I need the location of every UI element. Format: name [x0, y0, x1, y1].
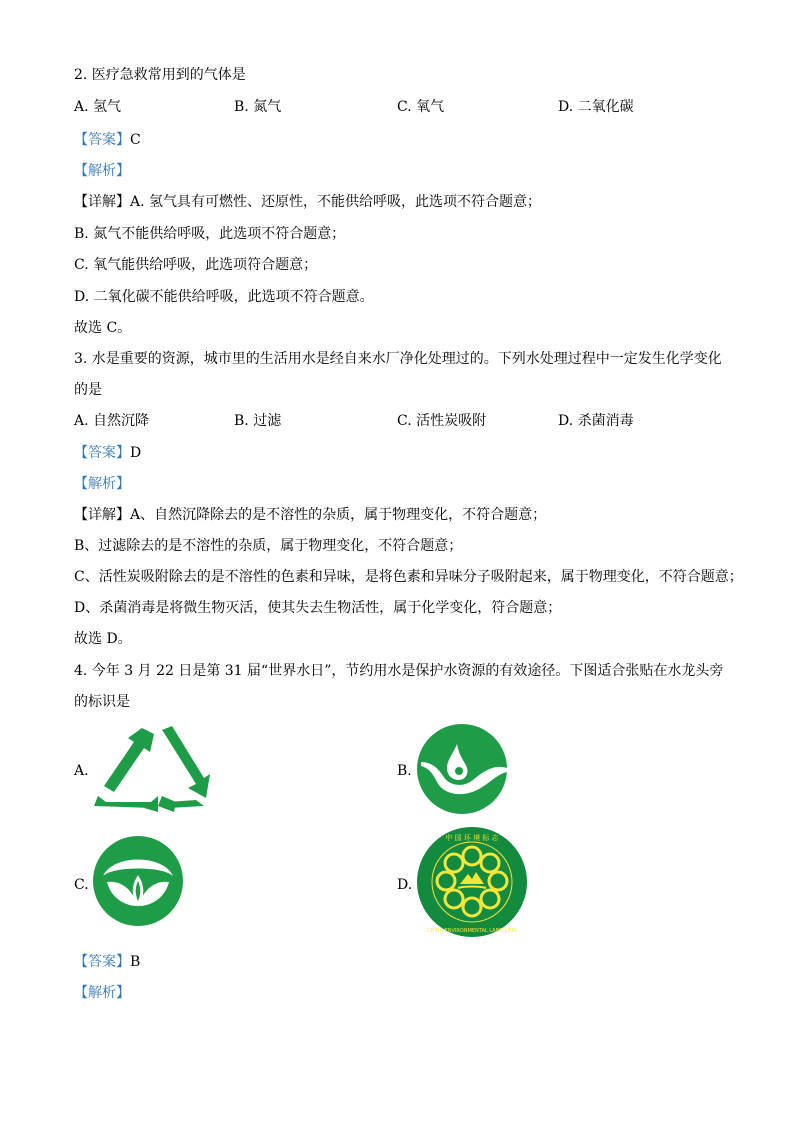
q3-analysis-tag: 【解析】: [74, 476, 130, 492]
q2-answer: [74, 131, 141, 149]
logo-d-text-top: 中 国 环 境 标 志: [445, 834, 499, 842]
q4-option-d-label: D.: [397, 877, 413, 893]
recycling-arrows-icon: [92, 724, 210, 812]
q2-conclusion: 故选 C。: [74, 320, 132, 336]
q3-detail-3: C、活性炭吸附除去的是不溶性的色素和异味，是将色素和异味分子吸附起来，属于物理变化，不符合题意；: [74, 569, 743, 585]
q2-stem: 2. 医疗急救常用到的气体是: [74, 67, 246, 83]
q2-detail-2: B. 氮气不能供给呼吸，此选项不符合题意；: [74, 226, 346, 242]
q2-detail-1: [74, 193, 541, 211]
q3-detail-1: [74, 506, 546, 524]
detail-tag: 【详解】: [74, 194, 130, 210]
q2-analysis-tag: 【解析】: [74, 163, 130, 179]
answer-tag: 【答案】: [74, 445, 130, 461]
q2-detail-3: C. 氧气能供给呼吸，此选项符合题意；: [74, 257, 318, 273]
q3-detail-4: D、杀菌消毒是将微生物灭活，使其失去生物活性，属于化学变化，符合题意；: [74, 600, 562, 616]
q2-option-c: C. 氧气: [397, 99, 445, 115]
q4-stem-line2: 的标识是: [74, 694, 130, 710]
q2-option-b: B. 氮气: [234, 99, 282, 115]
q3-option-c: C. 活性炭吸附: [397, 413, 487, 429]
answer-tag: 【答案】: [74, 132, 130, 148]
q4-option-c-label: C.: [74, 877, 89, 893]
q4-stem-line1: 4. 今年 3 月 22 日是第 31 届“世界水日”，节约用水是保护水资源的有效途径。下图适合张贴在水龙头旁: [74, 663, 724, 679]
q4-option-a-label: A.: [74, 763, 89, 779]
q2-option-d: D. 二氧化碳: [558, 99, 634, 115]
answer-value: C: [130, 132, 141, 148]
q3-option-d: D. 杀菌消毒: [558, 413, 634, 429]
q2-option-a: A. 氢气: [74, 99, 122, 115]
china-environmental-label-icon: [416, 826, 528, 938]
logo-d-text-bottom: CHINA ENVIRONMENTAL LABELLING: [427, 928, 517, 934]
q4-analysis-tag: 【解析】: [74, 985, 130, 1001]
q3-detail-2: B、过滤除去的是不溶性的杂质，属于物理变化，不符合题意；: [74, 538, 463, 554]
q3-option-a: A. 自然沉降: [74, 413, 150, 429]
answer-value: D: [130, 445, 142, 461]
answer-tag: 【答案】: [74, 954, 130, 970]
q3-conclusion: 故选 D。: [74, 631, 132, 647]
detail-text: A、自然沉降除去的是不溶性的杂质，属于物理变化，不符合题意；: [130, 507, 547, 523]
q4-answer: [74, 953, 140, 971]
water-saving-drop-icon: [417, 724, 507, 814]
q3-option-b: B. 过滤: [234, 413, 282, 429]
q3-stem-line2: 的是: [74, 382, 102, 398]
q3-stem-line1: 3. 水是重要的资源，城市里的生活用水是经自来水厂净化处理过的。下列水处理过程中一定发生化学变化: [74, 351, 722, 367]
q2-detail-4: D. 二氧化碳不能供给呼吸，此选项不符合题意。: [74, 289, 374, 305]
answer-value: B: [130, 954, 141, 970]
detail-text: A. 氢气具有可燃性、还原性，不能供给呼吸，此选项不符合题意；: [130, 194, 542, 210]
green-food-icon: [93, 836, 183, 926]
q4-option-b-label: B.: [397, 763, 412, 779]
detail-tag: 【详解】: [74, 507, 130, 523]
q3-answer: [74, 444, 141, 462]
